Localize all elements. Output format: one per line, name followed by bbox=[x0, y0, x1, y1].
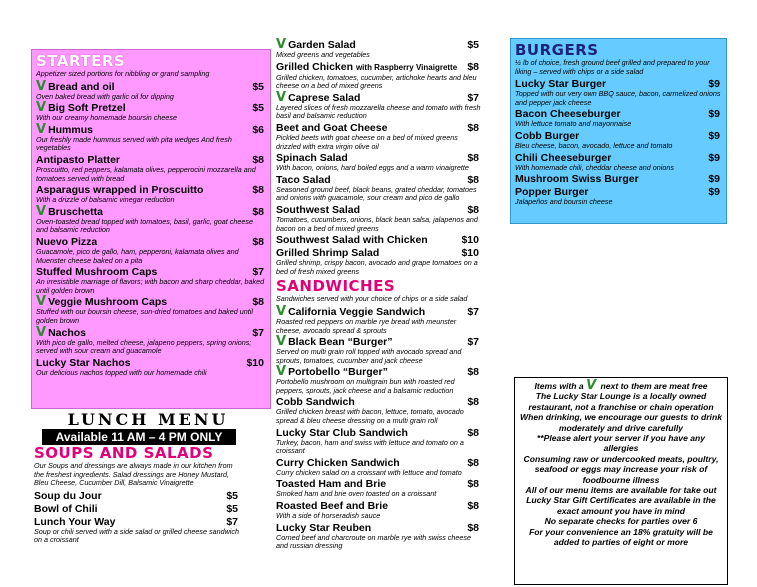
menu-item-price: $8 bbox=[467, 521, 479, 534]
availability-banner: Available 11 AM – 4 PM ONLY bbox=[42, 429, 236, 445]
menu-item-price: $7 bbox=[252, 326, 264, 339]
menu-item-price: $8 bbox=[252, 153, 264, 166]
soups-intro: Our Soups and dressings are always made in our kitchen from the freshest ingredients. Salad dressings are Honey Mustard, Bleu Cheese, Cucumber Dill, Balsamic Vinaigrette bbox=[34, 461, 233, 488]
sandwiches-intro: Sandwiches served with your choice of chips or a side salad bbox=[276, 294, 468, 304]
menu-item bbox=[276, 61, 481, 91]
menu-item-row bbox=[36, 357, 266, 369]
menu-item-price: $5 bbox=[226, 502, 238, 515]
menu-item-price: $8 bbox=[252, 184, 264, 197]
veg-leaf-icon: V bbox=[36, 121, 47, 137]
menu-item-name: Grilled Chicken bbox=[276, 60, 354, 73]
menu-item-name-wrap bbox=[36, 78, 115, 94]
menu-item-name: Taco Salad bbox=[276, 173, 331, 186]
menu-item-name: Stuffed Mushroom Caps bbox=[36, 266, 158, 279]
menu-item-desc: With a side of horseradish sauce bbox=[276, 511, 381, 521]
menu-item-name: Garden Salad bbox=[288, 39, 356, 51]
menu-item-name: Nuevo Pizza bbox=[36, 235, 98, 248]
menu-item-price: $5 bbox=[252, 80, 264, 93]
menu-item-row bbox=[34, 490, 240, 502]
menu-item-name: Caprese Salad bbox=[288, 91, 361, 104]
veg-leaf-icon: V bbox=[276, 37, 287, 52]
menu-item-name: Lucky Star Nachos bbox=[36, 356, 131, 369]
menu-item-desc: An irresistible marriage of flavors; with bacon and sharp cheddar, baked until golden brown bbox=[36, 277, 265, 295]
menu-item bbox=[276, 366, 481, 395]
menu-item-row bbox=[36, 121, 266, 137]
menu-item-desc: With pico de gallo, melted cheese, jalapeno peppers, spring onions; served with sour cream and guacamole bbox=[36, 337, 252, 356]
menu-item-price: $5 bbox=[467, 39, 479, 51]
menu-item-price: $9 bbox=[708, 108, 720, 121]
menu-item-name: Lucky Star Club Sandwich bbox=[276, 426, 408, 439]
menu-item-price: $7 bbox=[467, 91, 479, 104]
menu-item-desc: Oven baked bread with garlic oil for dipping bbox=[36, 91, 174, 101]
veg-leaf-icon: V bbox=[36, 78, 47, 94]
menu-item-desc: Guacamole, pico de gallo, ham, pepperoni, kalamata olives and Muenster cheese baked on a pita bbox=[36, 246, 239, 265]
menu-item-name-wrap bbox=[36, 121, 93, 137]
menu-item bbox=[36, 357, 266, 378]
veg-note-after: next to them are meat free bbox=[600, 381, 708, 391]
menu-item bbox=[515, 186, 722, 207]
menu-item-desc: Curry chicken salad on a croissant with lettuce and tomato bbox=[276, 467, 462, 477]
menu-item-name: California Veggie Sandwich bbox=[288, 305, 426, 318]
menu-item-name: Cobb Sandwich bbox=[276, 396, 355, 409]
menu-item-price: $8 bbox=[252, 296, 264, 309]
menu-item-desc: Tomatoes, cucumbers, onions, black bean salsa, jalapenos and bacon on a bed of mixed greens bbox=[276, 214, 478, 233]
menu-item-desc: Topped with our very own BBQ sauce, bacon, carmelized onions and pepper jack cheese bbox=[515, 89, 721, 107]
menu-item-row bbox=[36, 78, 266, 94]
menu-item-name-wrap bbox=[34, 503, 98, 515]
menu-item-name-wrap bbox=[276, 174, 331, 186]
menu-item-price: $8 bbox=[467, 203, 479, 216]
menu-item-name: Chili Cheeseburger bbox=[515, 151, 612, 164]
menu-item-price: $10 bbox=[461, 234, 479, 247]
starters-list bbox=[36, 78, 266, 378]
menu-item bbox=[276, 39, 481, 60]
info-line: For your convenience an 18% gratuity will be added to parties of eight or more bbox=[529, 526, 713, 548]
menu-item bbox=[276, 396, 481, 425]
menu-item-desc: Served on multi grain roll topped with avocado spread and sprouts, tomatoes, cucumber and jack cheese bbox=[276, 347, 462, 365]
info-line: No separate checks for parties over 6 bbox=[544, 516, 698, 527]
soups-list bbox=[34, 490, 240, 545]
menu-item-price: $5 bbox=[252, 102, 264, 115]
menu-item-price: $9 bbox=[708, 173, 720, 186]
veg-leaf-icon: V bbox=[276, 364, 287, 380]
menu-item-row bbox=[276, 522, 481, 534]
menu-item-desc: Jalapeños and boursin cheese bbox=[515, 197, 613, 207]
menu-item-name-wrap bbox=[276, 61, 457, 74]
menu-item bbox=[276, 122, 481, 151]
menu-item-row bbox=[36, 324, 266, 340]
menu-item-desc: Our delicious nachos topped with our homemade chili bbox=[36, 367, 207, 377]
menu-item-price: $8 bbox=[467, 366, 479, 379]
menu-item bbox=[276, 336, 481, 365]
menu-item-desc: Proscuitto, red peppers, kalamata olives, pepperocini mozzarella and tomatoes served with bread bbox=[36, 164, 256, 183]
menu-item-name: Roasted Beef and Brie bbox=[276, 500, 389, 513]
menu-item-price: $7 bbox=[252, 266, 264, 279]
menu-item-price: $9 bbox=[708, 186, 720, 199]
menu-item bbox=[36, 236, 266, 265]
menu-item bbox=[36, 266, 266, 295]
menu-item bbox=[276, 174, 481, 203]
menu-item-desc: Bleu cheese, bacon, avocado, lettuce and tomato bbox=[515, 140, 673, 150]
menu-item-price: $8 bbox=[467, 121, 479, 134]
menu-item-name: Portobello “Burger” bbox=[288, 366, 388, 379]
menu-item-price: $8 bbox=[467, 478, 479, 491]
menu-item-name: Lunch Your Way bbox=[34, 515, 116, 528]
info-line: All of our menu items are available for take out bbox=[525, 485, 717, 496]
menu-item-name-wrap bbox=[276, 234, 428, 246]
menu-item bbox=[515, 108, 722, 129]
burgers-list bbox=[515, 78, 722, 207]
sandwiches-title: SANDWICHES bbox=[276, 277, 396, 296]
menu-item-desc: Pickled beets with goat cheese on a bed of mixed greens drizzled with extra virgin olive oil bbox=[276, 132, 458, 151]
menu-item bbox=[515, 173, 722, 185]
menu-item-desc: Roasted red peppers on marble rye bread with meunster cheese, avocado spread & sprouts bbox=[276, 316, 457, 335]
menu-item-price: $8 bbox=[467, 396, 479, 409]
menu-item bbox=[36, 324, 266, 356]
menu-item bbox=[276, 427, 481, 456]
starters-section bbox=[31, 49, 271, 409]
menu-item-desc: Smoked ham and brie oven toasted on a croissant bbox=[276, 489, 437, 499]
menu-item-desc: Mixed greens and vegetables bbox=[276, 50, 370, 59]
menu-item-price: $8 bbox=[467, 426, 479, 439]
menu-item-price: $7 bbox=[467, 305, 479, 318]
menu-item-row bbox=[515, 173, 722, 185]
menu-item-price: $8 bbox=[252, 205, 264, 218]
veg-leaf-icon: V bbox=[276, 303, 287, 319]
menu-item-desc: Stuffed with our boursin cheese, sun-dried tomatoes and baked until golden brown bbox=[36, 307, 253, 325]
menu-item-desc: Portobello mushroom on multigrain bun with roasted red peppers, sprouts, jack cheese and a balsamic reduction bbox=[276, 377, 455, 395]
menu-item bbox=[276, 234, 481, 246]
menu-item-name: Veggie Mushroom Caps bbox=[48, 296, 168, 309]
menu-item-name: Beet and Goat Cheese bbox=[276, 121, 388, 134]
menu-item bbox=[276, 500, 481, 521]
menu-item-price: $7 bbox=[467, 336, 479, 349]
menu-item-row bbox=[276, 174, 481, 186]
menu-item-desc: Seasoned ground beef, black beans, grated cheddar, tomatoes and onions with guacamole, sour cream and pico de gallo bbox=[276, 184, 477, 203]
menu-item-name: Southwest Salad with Chicken bbox=[276, 234, 428, 247]
menu-item-name-wrap bbox=[36, 203, 103, 219]
menu-item-row bbox=[36, 203, 266, 219]
menu-item bbox=[515, 78, 722, 107]
menu-item-name-wrap bbox=[276, 522, 371, 534]
menu-item-name: Soup du Jour bbox=[34, 489, 102, 502]
menu-item-price: $8 bbox=[467, 152, 479, 165]
menu-item-name-wrap bbox=[515, 173, 639, 185]
menu-item bbox=[36, 154, 266, 183]
menu-item-name-wrap bbox=[515, 152, 611, 164]
menu-item-desc: Corned beef and charcroute on marble rye with swiss cheese and russian dressing bbox=[276, 532, 471, 551]
menu-item-name: Nachos bbox=[48, 326, 86, 339]
menu-item bbox=[36, 184, 266, 205]
info-line: Lucky Star Gift Certificates are available in the exact amount you have in mind bbox=[526, 495, 716, 516]
menu-item-desc: Grilled chicken, tomatoes, cucumber, artichoke hearts and bleu cheese on a bed of mixed greens bbox=[276, 72, 477, 91]
menu-item bbox=[276, 204, 481, 233]
menu-item bbox=[36, 121, 266, 153]
menu-item-desc: Layered slices of fresh mozzarella cheese and tomato with fresh basil and balsamic reduction bbox=[276, 102, 481, 121]
menu-item-price: $8 bbox=[467, 456, 479, 469]
veg-note bbox=[519, 378, 723, 393]
menu-item bbox=[276, 457, 481, 478]
menu-item-name: Mushroom Swiss Burger bbox=[515, 173, 639, 186]
menu-item-name: Big Soft Pretzel bbox=[48, 102, 126, 115]
menu-item-desc: Grilled chicken breast with bacon, lettuce, tomato, avocado spread & bleu cheese dressing on a multi grain roll bbox=[276, 407, 464, 426]
veg-leaf-icon: V bbox=[36, 100, 47, 116]
menu-item-price: $10 bbox=[461, 247, 479, 260]
veg-leaf-icon: V bbox=[276, 334, 287, 350]
starters-intro: Appetizer sized portions for nibbling or grand sampling bbox=[36, 69, 210, 78]
menu-item bbox=[276, 89, 481, 121]
menu-item-name: Lucky Star Burger bbox=[515, 78, 607, 91]
menu-item-desc: With bacon, onions, hard boiled eggs and a warm vinaigrette bbox=[276, 163, 469, 173]
menu-item-name: Bacon Cheeseburger bbox=[515, 108, 621, 121]
info-line: The Lucky Star Lounge is a locally owned restaurant, not a franchise or chain operation bbox=[528, 391, 714, 412]
veg-leaf-icon: V bbox=[36, 203, 47, 219]
menu-item bbox=[515, 152, 722, 173]
menu-item-name: Black Bean “Burger” bbox=[288, 336, 393, 349]
menu-item-price: $8 bbox=[252, 235, 264, 248]
info-line: When drinking, we encourage our guests to drink moderately and drive carefully bbox=[520, 412, 722, 433]
menu-item-name: Spinach Salad bbox=[276, 152, 348, 165]
info-lines bbox=[519, 391, 723, 547]
menu-item-name: Southwest Salad bbox=[276, 203, 361, 216]
menu-item-name: Grilled Shrimp Salad bbox=[276, 247, 380, 260]
menu-item-desc: Oven-toasted bread topped with tomatoes, basil, garlic, goat cheese and balsamic reduction bbox=[36, 216, 253, 235]
salads-sandwiches-column bbox=[276, 38, 481, 551]
veg-leaf-icon: V bbox=[36, 324, 47, 340]
menu-item-name-wrap bbox=[276, 427, 408, 439]
veg-note-before: Items with a bbox=[534, 381, 584, 391]
menu-item-row bbox=[276, 427, 481, 439]
menu-item-name: Cobb Burger bbox=[515, 129, 580, 142]
soups-title: SOUPS AND SALADS bbox=[34, 444, 214, 462]
menu-item-desc: With lettuce tomato and mayonnaise bbox=[515, 119, 632, 129]
veg-leaf-icon: V bbox=[276, 89, 287, 105]
salads-list bbox=[276, 39, 481, 276]
menu-item-price: $8 bbox=[467, 60, 479, 73]
menu-item-name-wrap bbox=[276, 89, 361, 105]
burgers-intro: ½ lb of choice, fresh ground beef grilled and prepared to your liking – served with chips or a side salad bbox=[515, 58, 710, 76]
menu-item-name-wrap bbox=[34, 490, 102, 502]
menu-item-price: $8 bbox=[467, 500, 479, 513]
lunch-menu-title: LUNCH MENU bbox=[67, 410, 229, 429]
menu-item-name: Lucky Star Reuben bbox=[276, 521, 372, 534]
veg-leaf-icon: V bbox=[36, 294, 47, 310]
sandwiches-list bbox=[276, 303, 481, 551]
menu-item-name-wrap bbox=[36, 357, 131, 369]
menu-item-row bbox=[34, 516, 240, 528]
menu-item bbox=[36, 78, 266, 102]
menu-item bbox=[36, 296, 266, 325]
menu-item-desc: Turkey, bacon, ham and swiss with lettuce and tomato on a croissant bbox=[276, 437, 464, 456]
menu-item bbox=[276, 522, 481, 551]
menu-item-price: $7 bbox=[226, 515, 238, 528]
menu-item-name: Toasted Ham and Brie bbox=[276, 478, 387, 491]
menu-item-extra: with Raspberry Vinaigrette bbox=[355, 62, 458, 72]
menu-item-name: Hummus bbox=[48, 123, 93, 136]
menu-item-name: Bruschetta bbox=[48, 205, 103, 218]
menu-item-desc: Grilled shrimp, crispy bacon, avocado and grape tomatoes on a bed of fresh mixed greens bbox=[276, 258, 478, 276]
menu-item-desc: Our freshly made hummus served with pita wedges And fresh vegetables bbox=[36, 134, 232, 153]
menu-item-row bbox=[276, 61, 481, 74]
menu-item-name: Antipasto Platter bbox=[36, 153, 121, 166]
menu-item-desc: With homemade chili, cheddar cheese and onions bbox=[515, 162, 674, 172]
menu-item-row bbox=[515, 152, 722, 164]
veg-leaf-icon: V bbox=[586, 378, 597, 393]
burgers-section bbox=[510, 38, 727, 224]
soups-section bbox=[34, 445, 240, 545]
menu-item-price: $6 bbox=[252, 123, 264, 136]
menu-item-price: $5 bbox=[226, 489, 238, 502]
menu-item-price: $9 bbox=[708, 78, 720, 91]
menu-item bbox=[36, 203, 266, 235]
menu-item bbox=[34, 490, 240, 502]
menu-item-price: $8 bbox=[467, 173, 479, 186]
menu-item-desc: With our creamy homemade boursin cheese bbox=[36, 113, 177, 123]
menu-item bbox=[276, 303, 481, 335]
menu-item-name: Curry Chicken Sandwich bbox=[276, 456, 400, 469]
menu-item bbox=[34, 503, 240, 515]
menu-item-name: Bowl of Chili bbox=[34, 502, 98, 515]
info-box bbox=[514, 377, 728, 585]
menu-item-name: Popper Burger bbox=[515, 186, 589, 199]
menu-item bbox=[276, 478, 481, 499]
burgers-title: BURGERS bbox=[515, 41, 599, 59]
menu-item-price: $10 bbox=[246, 356, 264, 369]
menu-item-name-wrap bbox=[36, 324, 86, 340]
menu-item bbox=[34, 516, 240, 545]
info-line: Consuming raw or undercooked meats, poultry, seafood or eggs may increase your risk of foodbourne illness bbox=[523, 453, 719, 485]
starters-title: STARTERS bbox=[36, 52, 126, 70]
menu-item-name: Asparagus wrapped in Proscuitto bbox=[36, 184, 204, 197]
menu-item-row bbox=[34, 503, 240, 515]
info-line: **Please alert your server if you have any allergies bbox=[536, 433, 706, 454]
menu-item-row bbox=[276, 89, 481, 105]
menu-item-desc: With a drizzle of balsamic vinegar reduction bbox=[36, 195, 175, 205]
menu-item bbox=[36, 102, 266, 123]
menu-item-name: Bread and oil bbox=[48, 80, 115, 93]
menu-item-desc: Soup or chili served with a side salad or grilled cheese sandwich on a croissant bbox=[34, 526, 239, 545]
menu-item-row bbox=[276, 234, 481, 246]
menu-item bbox=[515, 130, 722, 151]
menu-item bbox=[276, 247, 481, 276]
menu-item-price: $9 bbox=[708, 151, 720, 164]
menu-item-name-wrap bbox=[34, 516, 115, 528]
menu-item-price: $9 bbox=[708, 129, 720, 142]
menu-item bbox=[276, 152, 481, 173]
